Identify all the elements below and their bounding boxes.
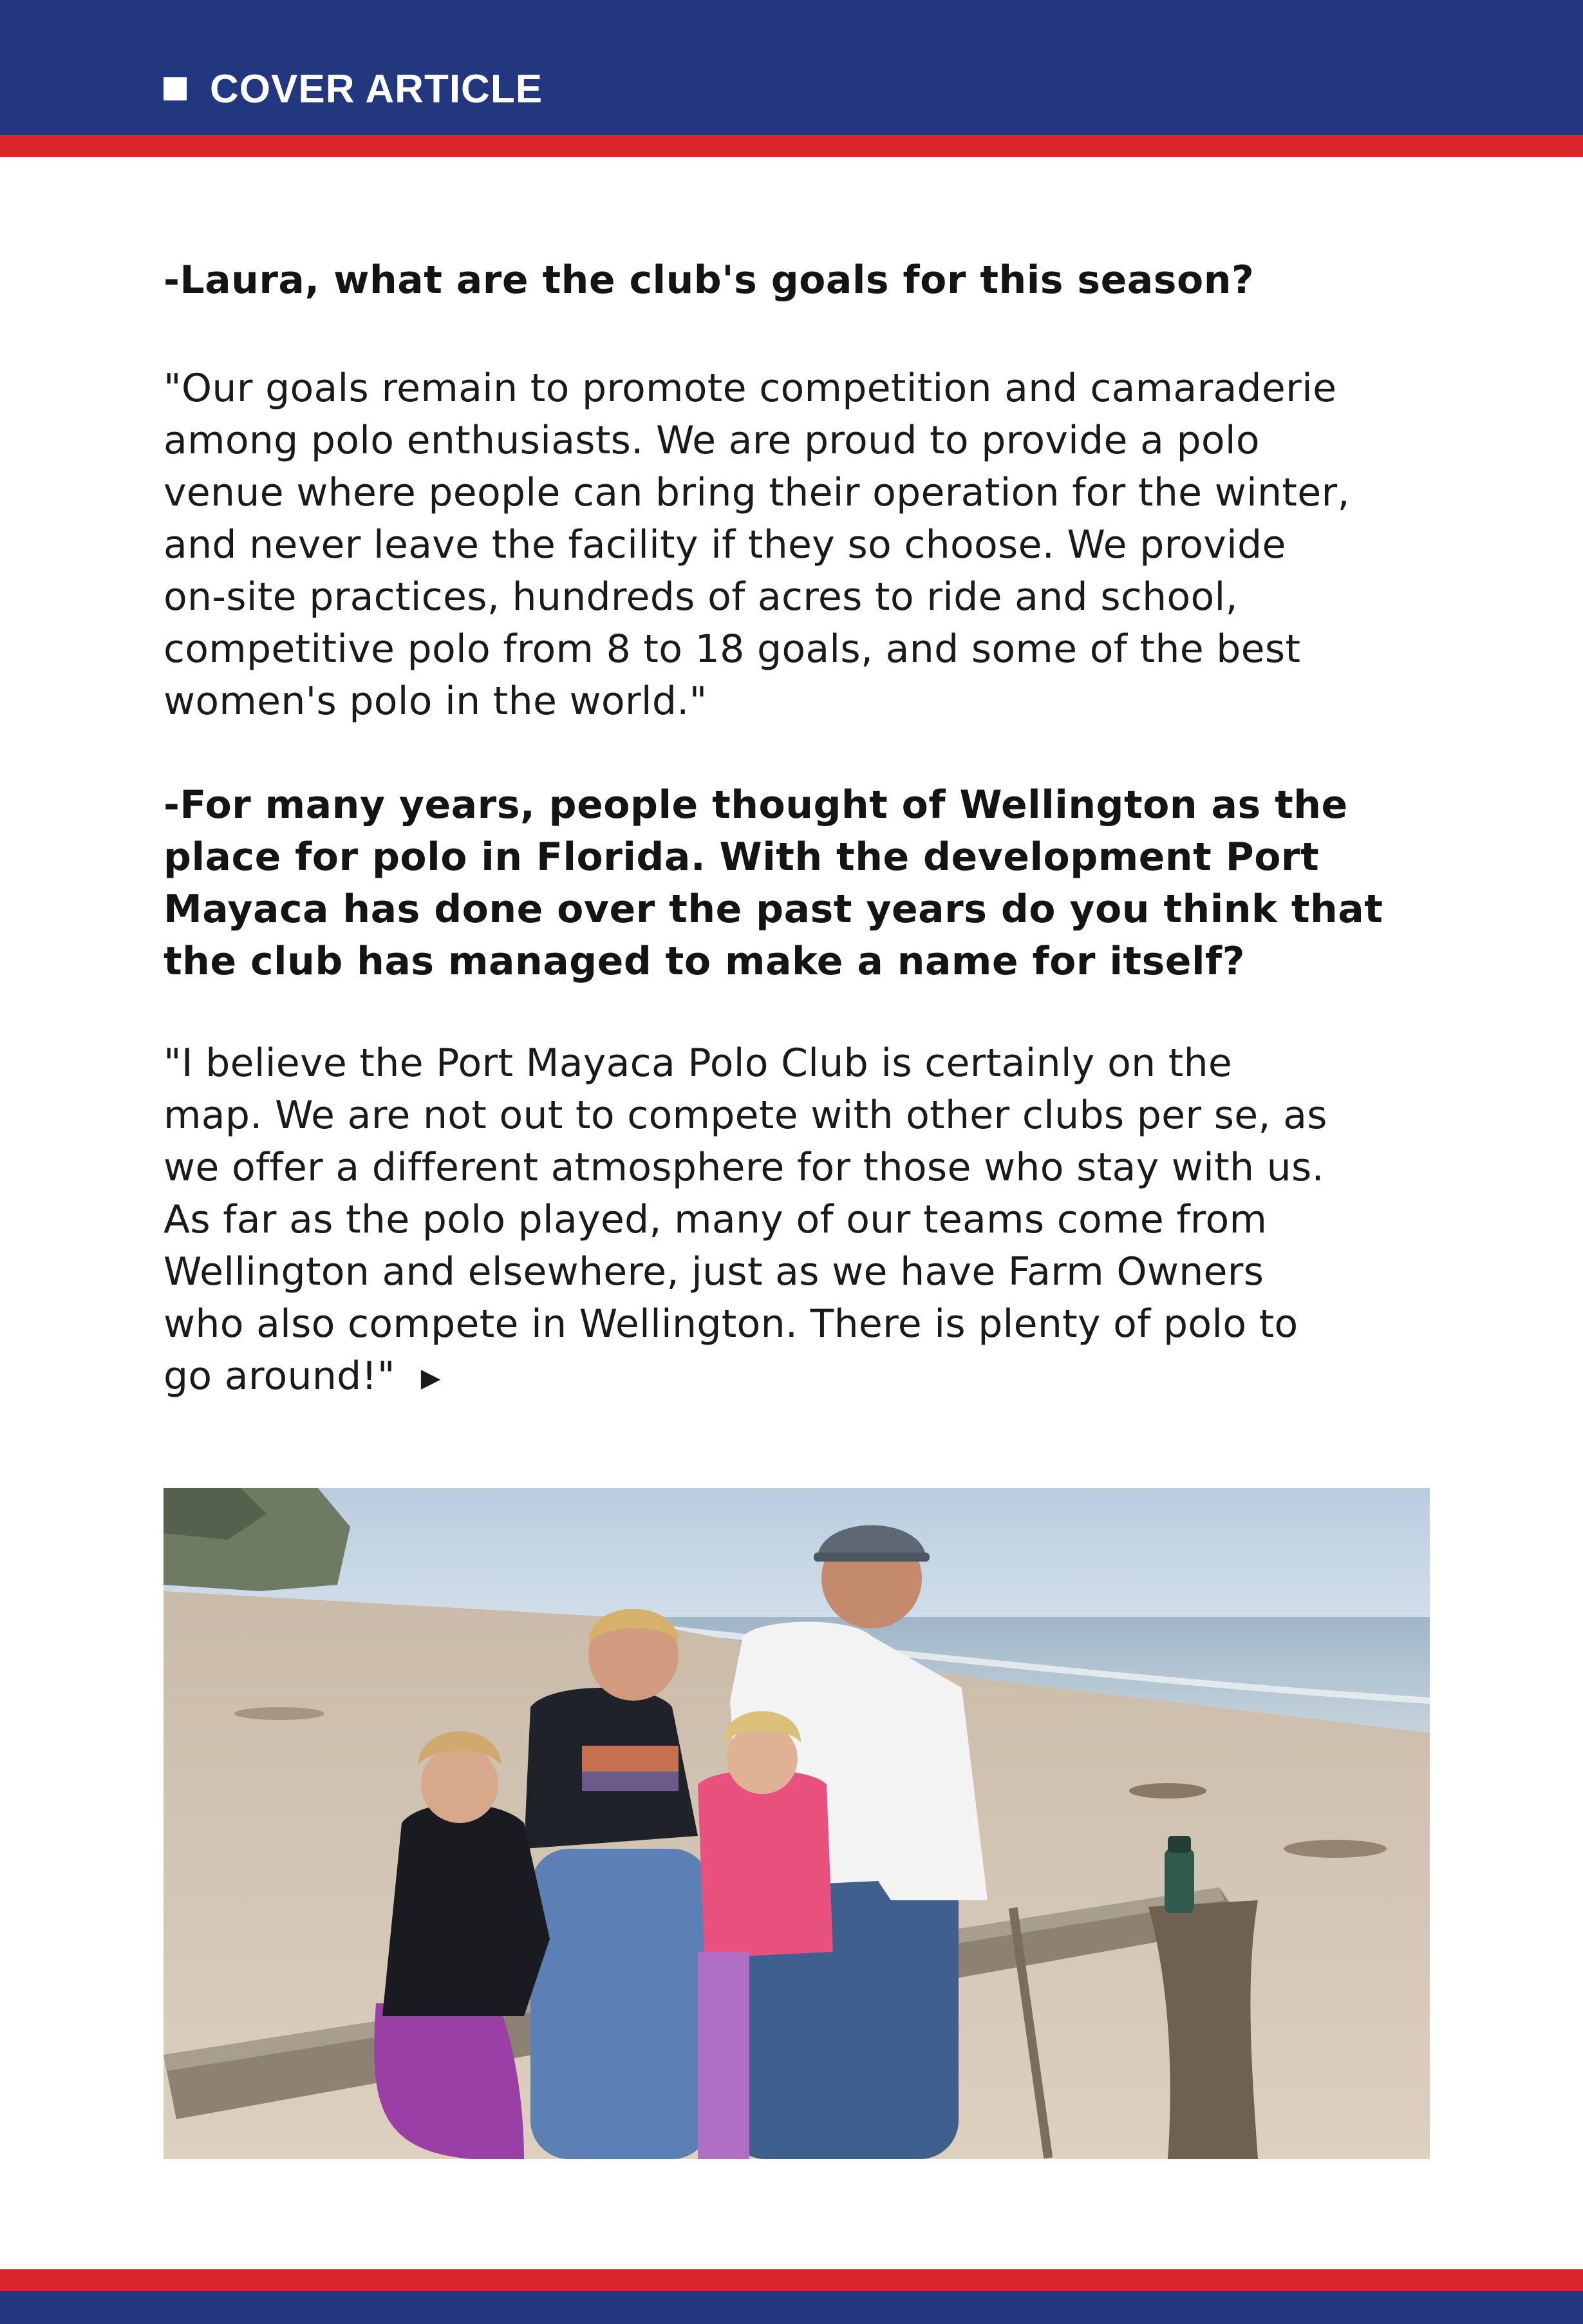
square-bullet-icon [164, 77, 187, 100]
answer-2-line: "I believe the Port Mayaca Polo Club is certainly on the [164, 1041, 1233, 1086]
question-2-line: Mayaca has done over the past years do you think that [164, 887, 1383, 932]
question-2-line: the club has managed to make a name for itself? [164, 939, 1245, 984]
answer-2-line: who also compete in Wellington. There is plenty of polo to [164, 1301, 1298, 1346]
footer-bar [0, 2291, 1583, 2324]
answer-2-line: map. We are not out to compete with other clubs per se, as [164, 1093, 1327, 1138]
question-2-line: -For many years, people thought of Wellington as the [164, 782, 1348, 827]
answer-1-line: women's polo in the world." [164, 679, 707, 724]
answer-1-line: among polo enthusiasts. We are proud to provide a polo [164, 418, 1260, 463]
answer-2-line: go around!" [164, 1354, 395, 1399]
question-2-line: place for polo in Florida. With the development Port [164, 835, 1320, 880]
section-label [164, 63, 543, 115]
answer-1 [164, 363, 1451, 728]
answer-2-line: Wellington and elsewhere, just as we have Farm Owners [164, 1249, 1264, 1294]
play-arrow-icon: ▶ [420, 1363, 441, 1393]
question-2 [164, 779, 1451, 988]
answer-2-last-line [164, 1350, 1451, 1404]
answer-1-line: "Our goals remain to promote competition and camaraderie [164, 366, 1337, 411]
family-on-beach-photo [164, 1488, 1430, 2159]
answer-1-line: venue where people can bring their operation for the winter, [164, 470, 1350, 515]
footer-stripe [0, 2269, 1583, 2291]
answer-1-line: on-site practices, hundreds of acres to ride and school, [164, 574, 1238, 619]
question-1: -Laura, what are the club's goals for this season? [164, 258, 1255, 303]
answer-2-line: we offer a different atmosphere for those who stay with us. [164, 1145, 1324, 1190]
answer-1-line: and never leave the facility if they so choose. We provide [164, 522, 1286, 567]
answer-2 [164, 1037, 1451, 1404]
section-label-text: COVER ARTICLE [210, 66, 543, 111]
answer-2-line: As far as the polo played, many of our teams come from [164, 1197, 1268, 1242]
answer-1-line: competitive polo from 8 to 18 goals, and some of the best [164, 627, 1301, 672]
photo-illustration [164, 1488, 1430, 2159]
header-stripe [0, 135, 1583, 157]
